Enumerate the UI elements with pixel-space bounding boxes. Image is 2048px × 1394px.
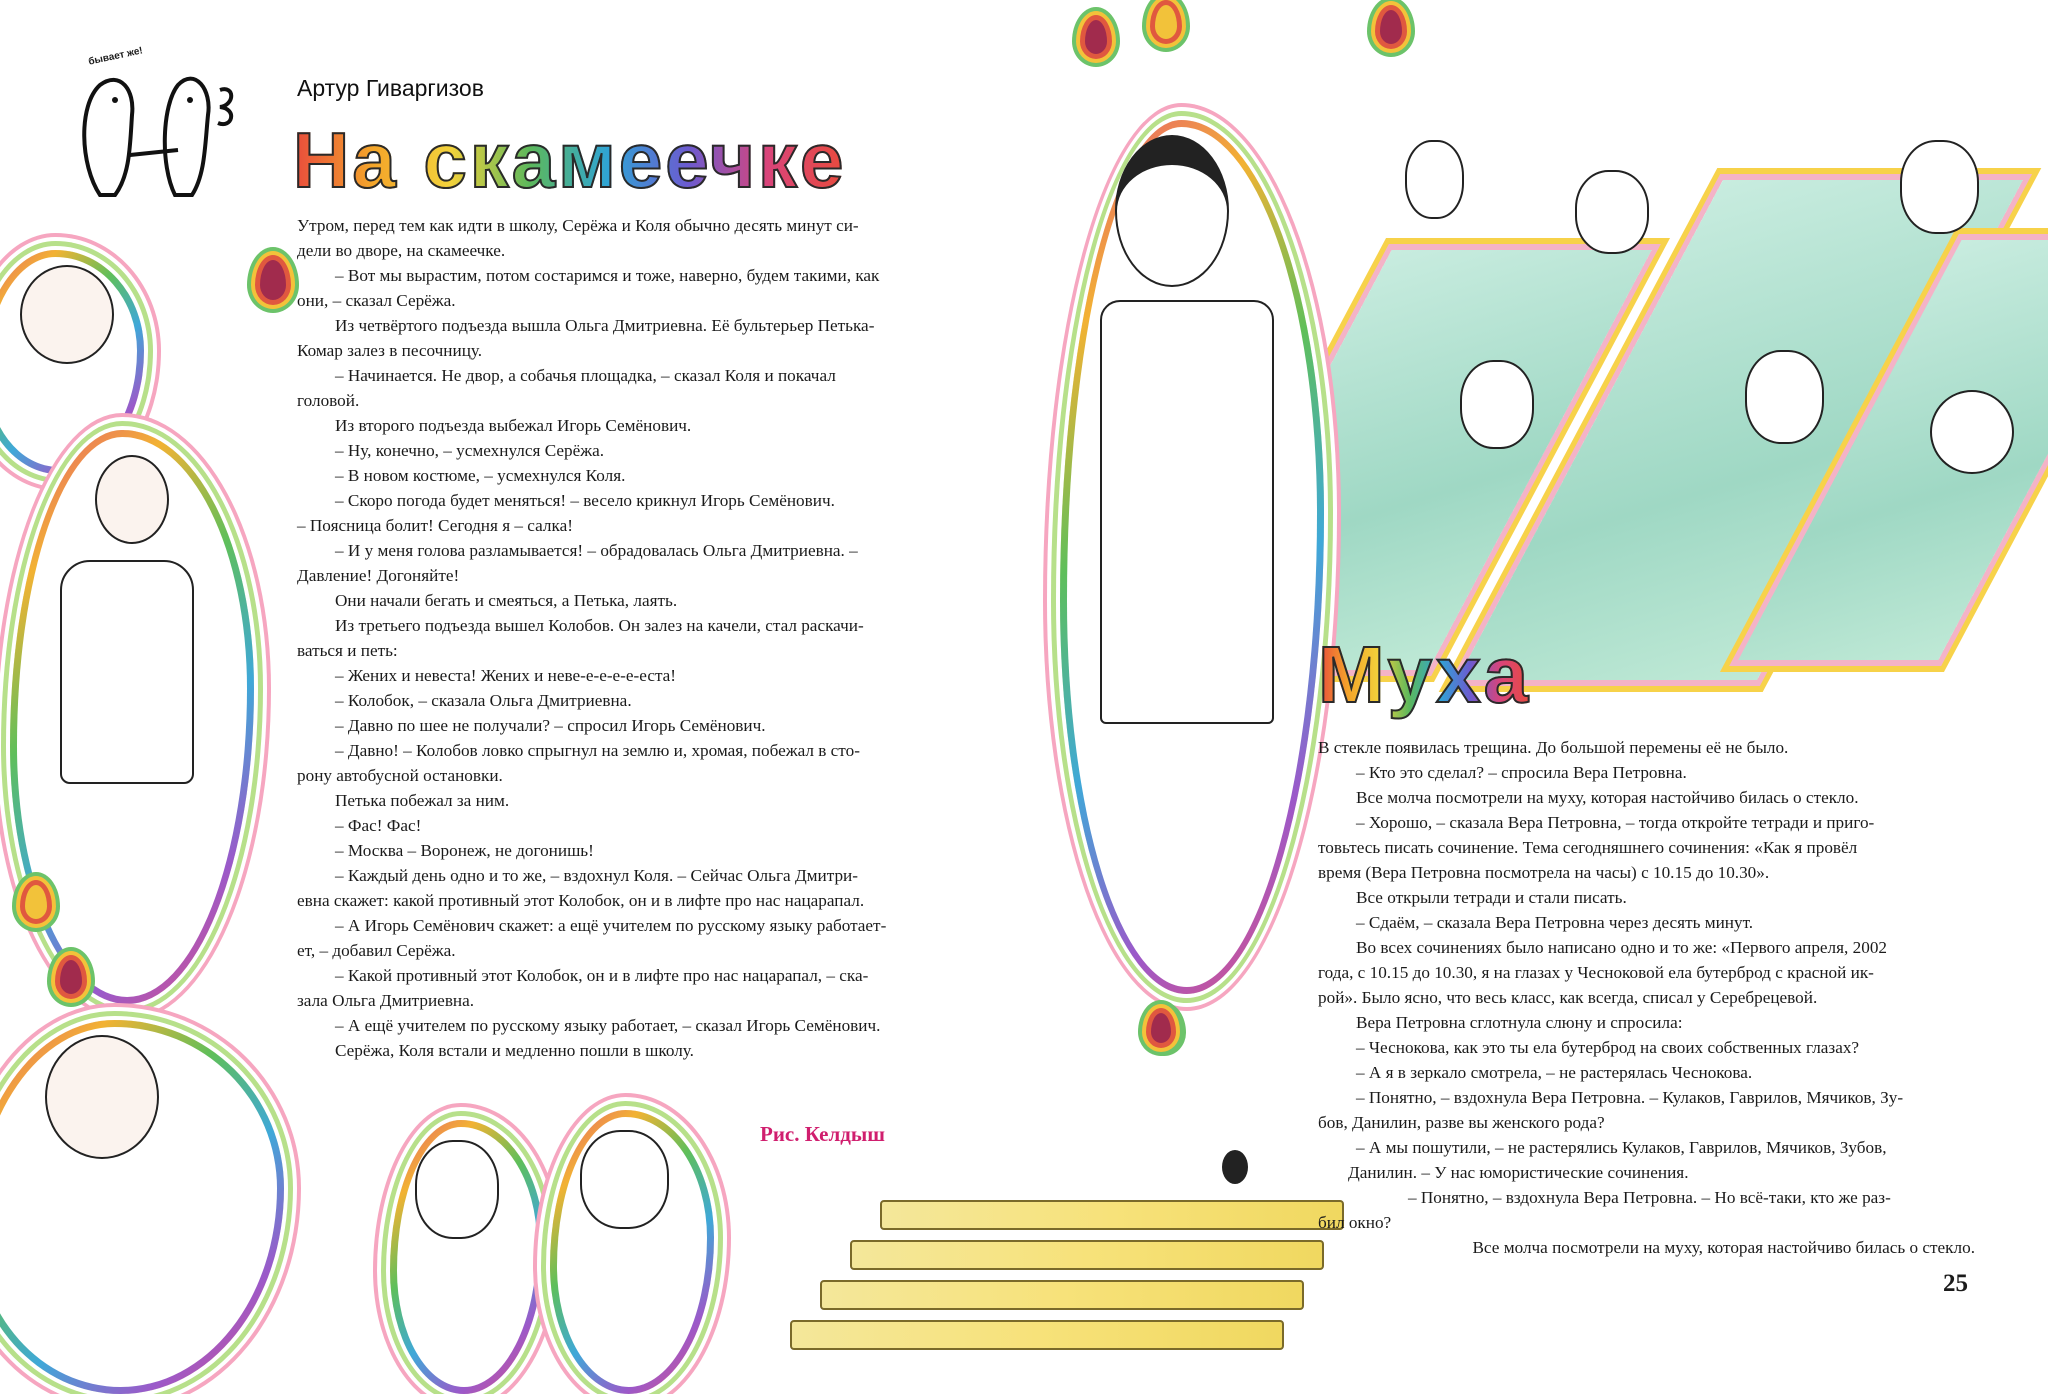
right-story-line: Все открыли тетради и стали писать. (1356, 888, 1627, 907)
right-story-line: – Понятно, – вздохнула Вера Петровна. – Кулаков, Гаврилов, Мячиков, Зу- (1356, 1088, 1904, 1107)
left-story-line: зала Ольга Дмитриевна. (297, 991, 475, 1010)
student-2-sketch (1575, 170, 1649, 254)
ink-drop-left-3 (55, 955, 87, 999)
left-story-line: они, – сказал Серёжа. (297, 291, 456, 310)
running-man-head-sketch (95, 455, 169, 544)
left-story-line: – Колобок, – сказала Ольга Дмитриевна. (335, 691, 632, 710)
right-story-line: года, с 10.15 до 10.30, я на глазах у Чесноковой ела бутерброд с красной ик- (1318, 963, 1874, 982)
left-story-line: – Москва – Воронеж, не догонишь! (335, 841, 594, 860)
left-story-line: головой. (297, 391, 360, 410)
student-5-sketch (1900, 140, 1979, 234)
left-story-line: Комар залез в песочницу. (297, 341, 483, 360)
student-4-sketch (1745, 350, 1824, 444)
right-story-line: – Чеснокова, как это ты ела бутерброд на своих собственных глазах? (1356, 1038, 1860, 1057)
right-story-line: Данилин. – У нас юмористические сочинения. (1348, 1163, 1689, 1182)
left-story-line: Серёжа, Коля встали и медленно пошли в школу. (335, 1041, 694, 1060)
right-illustrations (1030, 0, 2048, 720)
left-story-line: – Начинается. Не двор, а собачья площадка, – сказал Коля и покачал (335, 366, 836, 385)
left-story-line: евна скажет: какой противный этот Колобок, он и в лифте про нас нацарапал. (297, 891, 865, 910)
old-man-head-sketch (45, 1035, 159, 1159)
fly-body-sketch (1222, 1150, 1248, 1184)
right-story-line: – Понятно, – вздохнула Вера Петровна. – Но всё-таки, кто же раз- (1408, 1188, 1891, 1207)
right-story-line: бил окно? (1318, 1213, 1392, 1232)
ink-drop-left-1 (255, 255, 291, 305)
right-story-line: бов, Данилин, разве вы женского рода? (1318, 1113, 1605, 1132)
ink-drop-right-1 (1080, 15, 1112, 59)
logo-tag: бывает же! (87, 45, 144, 68)
left-story-line: – Ну, конечно, – усмехнулся Серёжа. (335, 441, 605, 460)
left-story-line: Утром, перед тем как идти в школу, Серёжа и Коля обычно десять минут си- (297, 216, 859, 235)
left-story-line: Петька побежал за ним. (335, 791, 510, 810)
ink-drop-right-2 (1150, 0, 1182, 44)
right-story-line: Вера Петровна сглотнула слюну и спросила: (1356, 1013, 1683, 1032)
left-story-line: – Фас! Фас! (335, 816, 422, 835)
left-story-line: Давление! Догоняйте! (297, 566, 460, 585)
right-story-line: – А мы пошутили, – не растерялись Кулаков, Гаврилов, Мячиков, Зубов, (1356, 1138, 1887, 1157)
fly-illustration (1210, 1135, 1260, 1195)
boy-left-head-sketch (415, 1140, 499, 1239)
bench-slat-3 (820, 1280, 1304, 1310)
ink-drop-right-3 (1375, 5, 1407, 49)
right-story-line: – Хорошо, – сказала Вера Петровна, – тогда откройте тетради и приго- (1356, 813, 1875, 832)
left-story-line: дели во дворе, на скамеечке. (297, 241, 506, 260)
bench-illustration (730, 1170, 1350, 1350)
left-story-line: – Давно по шее не получали? – спросил Игорь Семёнович. (335, 716, 766, 735)
right-story-line: – А я в зеркало смотрела, – не растерялась Чеснокова. (1356, 1063, 1753, 1082)
illustration-credit: Рис. Келдыш (760, 1122, 886, 1146)
boy-right-head-sketch (580, 1130, 669, 1229)
left-story-line: – Какой противный этот Колобок, он и в лифте про нас нацарапал, – ска- (335, 966, 869, 985)
left-story-line: – Давно! – Колобов ловко спрыгнул на землю и, хромая, побежал в сто- (335, 741, 860, 760)
student-3-sketch (1460, 360, 1534, 449)
bench-slat-1 (880, 1200, 1344, 1230)
author-name: Артур Гиваргизов (297, 75, 484, 101)
page-number: 25 (1943, 1270, 1968, 1297)
right-story-line: Все молча посмотрели на муху, которая настойчиво билась о стекло. (1356, 788, 1859, 807)
left-story-line: – А Игорь Семёнович скажет: а ещё учителем по русскому языку работает- (335, 916, 887, 935)
right-story-line: – Сдаём, – сказала Вера Петровна через десять минут. (1356, 913, 1754, 932)
teacher-dress-sketch (1100, 300, 1274, 724)
right-story-line: – Кто это сделал? – спросила Вера Петровна. (1356, 763, 1687, 782)
left-story-line: – Вот мы вырастим, потом состаримся и тоже, наверно, будем такими, как (335, 266, 880, 285)
left-story-line: – Каждый день одно и то же, – вздохнул Коля. – Сейчас Ольга Дмитри- (335, 866, 858, 885)
story-title-left: На скамеечке (293, 116, 847, 204)
bench-slat-4 (790, 1320, 1284, 1350)
left-story-line: – В новом костюме, – усмехнулся Коля. (335, 466, 626, 485)
left-story-text (297, 213, 949, 1063)
right-story-text (1318, 735, 1975, 1260)
left-story-line: – Скоро погода будет меняться! – весело крикнул Игорь Семёнович. (335, 491, 835, 510)
left-story-line: рону автобусной остановки. (297, 766, 503, 785)
logo-hedgehog-icon (60, 45, 240, 220)
left-story-line: – И у меня голова разламывается! – обрадовалась Ольга Дмитриевна. – (335, 541, 858, 560)
right-story-line: Все молча посмотрели на муху, которая настойчиво билась о стекло. (1472, 1238, 1975, 1257)
left-story-line: ет, – добавил Серёжа. (297, 941, 456, 960)
left-story-line: Из четвёртого подъезда вышла Ольга Дмитриевна. Её бультерьер Петька- (335, 316, 875, 335)
ink-drop-bottom (1146, 1008, 1176, 1048)
left-story-line: Они начали бегать и смеяться, а Петька, лаять. (335, 591, 678, 610)
boy-face-sketch (20, 265, 114, 364)
left-story-line: Из второго подъезда выбежал Игорь Семёнович. (335, 416, 692, 435)
magazine-logo (60, 45, 240, 220)
ink-drop-left-2 (20, 880, 52, 924)
right-story-line: Во всех сочинениях было написано одно и то же: «Первого апреля, 2002 (1356, 938, 1888, 957)
left-story-line: – А ещё учителем по русскому языку работает, – сказал Игорь Семёнович. (335, 1016, 881, 1035)
teacher-head-sketch (1115, 135, 1229, 287)
left-story-line: Из третьего подъезда вышел Колобов. Он залез на качели, стал раскачи- (335, 616, 864, 635)
story-title-right: Муха (1318, 630, 1532, 719)
left-story-line: – Жених и невеста! Жених и неве-е-е-е-е-еста! (335, 666, 677, 685)
left-story-line: – Поясница болит! Сегодня я – салка! (297, 516, 573, 535)
running-man-body-sketch (60, 560, 194, 784)
student-1-sketch (1405, 140, 1464, 219)
left-story-line: ваться и петь: (297, 641, 398, 660)
right-story-line: В стекле появилась трещина. До большой перемены её не было. (1318, 738, 1789, 757)
right-story-line: время (Вера Петровна посмотрела на часы) с 10.15 до 10.30». (1318, 863, 1770, 882)
right-story-line: рой». Было ясно, что весь класс, как всегда, списал у Серебрецевой. (1318, 988, 1818, 1007)
bench-slat-2 (850, 1240, 1324, 1270)
right-story-line: товьтесь писать сочинение. Тема сегодняшнего сочинения: «Как я провёл (1318, 838, 1858, 857)
student-6-sketch (1930, 390, 2014, 474)
